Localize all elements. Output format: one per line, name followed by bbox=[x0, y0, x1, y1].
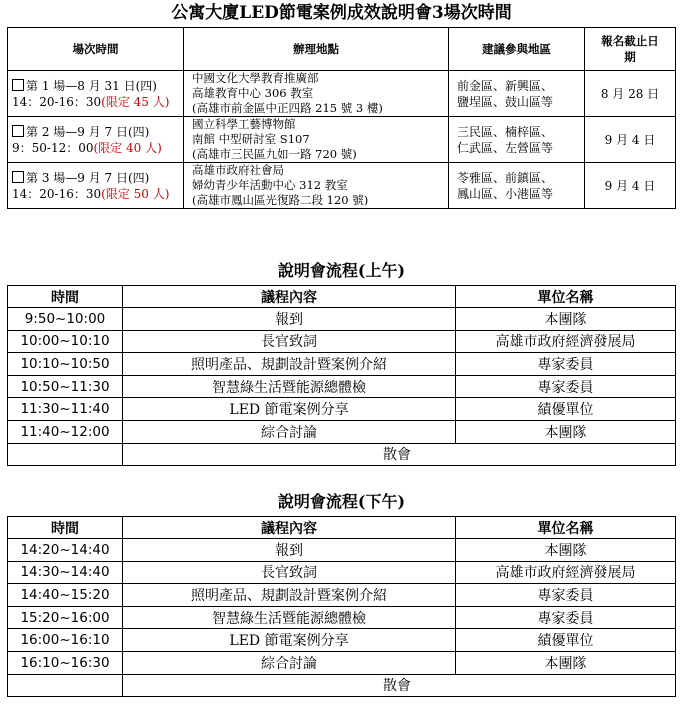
agenda-row bbox=[8, 420, 676, 443]
agenda-time: 9:50~10:00 bbox=[8, 308, 123, 331]
agenda-closing-row bbox=[8, 674, 676, 697]
agenda-row bbox=[8, 308, 676, 331]
agenda-time: 10:00~10:10 bbox=[8, 330, 123, 353]
agenda-item: 智慧綠生活暨能源總體檢 bbox=[123, 606, 456, 629]
agenda-item: 綜合討論 bbox=[123, 420, 456, 443]
session-limit: (限定 50 人) bbox=[101, 186, 170, 201]
venue-name: 高雄市政府社會局 bbox=[192, 163, 284, 177]
venue-address: (高雄市鳳山區光復路二段 120 號) bbox=[192, 193, 369, 207]
schedule-row bbox=[8, 117, 676, 163]
agenda-time bbox=[8, 674, 123, 697]
agenda-unit: 高雄市政府經濟發展局 bbox=[456, 330, 676, 353]
header-unit: 單位名稱 bbox=[456, 517, 676, 539]
agenda-item: LED 節電案例分享 bbox=[123, 398, 456, 421]
agenda-unit: 本團隊 bbox=[456, 539, 676, 562]
session-date: 第 3 場—9 月 7 日(四) bbox=[26, 170, 150, 185]
session-limit: (限定 45 人) bbox=[101, 94, 170, 109]
areas-line: 苓雅區、前鎮區、 bbox=[457, 170, 554, 185]
session-cell bbox=[8, 117, 184, 163]
agenda-time: 15:20~16:00 bbox=[8, 606, 123, 629]
venue-name: 國立科學工藝博物館 bbox=[192, 117, 296, 131]
agenda-row bbox=[8, 539, 676, 562]
agenda-unit: 績優單位 bbox=[456, 629, 676, 652]
session-limit: (限定 40 人) bbox=[93, 140, 162, 155]
agenda-time: 14:20~14:40 bbox=[8, 539, 123, 562]
page-title: 公寓大廈LED節電案例成效說明會3場次時間 bbox=[171, 3, 512, 23]
checkbox[interactable] bbox=[12, 171, 24, 183]
agenda-row bbox=[8, 561, 676, 584]
areas-line: 仁武區、左營區等 bbox=[457, 140, 554, 155]
agenda-row bbox=[8, 629, 676, 652]
session-cell bbox=[8, 71, 184, 117]
checkbox[interactable] bbox=[12, 79, 24, 91]
agenda-unit: 本團隊 bbox=[456, 651, 676, 674]
venue-room: 南館 中型研討室 S107 bbox=[192, 132, 310, 146]
agenda-header-row bbox=[8, 517, 676, 539]
agenda-item: 綜合討論 bbox=[123, 651, 456, 674]
agenda-item: 照明產品、規劃設計暨案例介紹 bbox=[123, 584, 456, 607]
deadline-cell: 9 月 4 日 bbox=[585, 117, 676, 163]
morning-agenda-table bbox=[7, 285, 676, 466]
afternoon-title: 說明會流程(下午) bbox=[277, 492, 406, 511]
venue-name: 中國文化大學教育推廣部 bbox=[192, 71, 319, 85]
agenda-row bbox=[8, 584, 676, 607]
agenda-unit: 專家委員 bbox=[456, 375, 676, 398]
agenda-closing: 散會 bbox=[123, 443, 676, 466]
venue-room: 高雄教育中心 306 教室 bbox=[192, 86, 314, 100]
schedule-header-row bbox=[8, 28, 676, 71]
agenda-row bbox=[8, 398, 676, 421]
session-cell bbox=[8, 163, 184, 209]
session-date: 第 2 場—9 月 7 日(四) bbox=[26, 124, 150, 139]
venue-cell bbox=[184, 163, 449, 209]
header-time: 時間 bbox=[8, 286, 123, 308]
agenda-item: 長官致詞 bbox=[123, 561, 456, 584]
agenda-time: 10:10~10:50 bbox=[8, 353, 123, 376]
schedule-row bbox=[8, 71, 676, 117]
agenda-time: 11:30~11:40 bbox=[8, 398, 123, 421]
areas-line: 前金區、新興區、 bbox=[457, 78, 554, 93]
areas-line: 三民區、楠梓區、 bbox=[457, 124, 554, 139]
checkbox[interactable] bbox=[12, 125, 24, 137]
agenda-time: 14:40~15:20 bbox=[8, 584, 123, 607]
agenda-time: 11:40~12:00 bbox=[8, 420, 123, 443]
agenda-unit: 專家委員 bbox=[456, 353, 676, 376]
header-content: 議程內容 bbox=[123, 286, 456, 308]
agenda-time: 10:50~11:30 bbox=[8, 375, 123, 398]
session-time: 9：50-12：00 bbox=[12, 140, 94, 155]
session-time: 14：20-16：30 bbox=[12, 186, 102, 201]
agenda-item: 照明產品、規劃設計暨案例介紹 bbox=[123, 353, 456, 376]
agenda-row bbox=[8, 606, 676, 629]
schedule-table bbox=[7, 27, 676, 209]
agenda-unit: 專家委員 bbox=[456, 606, 676, 629]
agenda-item: 長官致詞 bbox=[123, 330, 456, 353]
agenda-item: 報到 bbox=[123, 539, 456, 562]
areas-cell bbox=[449, 163, 585, 209]
agenda-unit: 高雄市政府經濟發展局 bbox=[456, 561, 676, 584]
session-date: 第 1 場—8 月 31 日(四) bbox=[26, 78, 157, 93]
agenda-time bbox=[8, 443, 123, 466]
schedule-row bbox=[8, 163, 676, 209]
header-deadline: 報名截止日期 bbox=[585, 28, 676, 71]
agenda-row bbox=[8, 651, 676, 674]
agenda-time: 16:00~16:10 bbox=[8, 629, 123, 652]
session-time: 14：20-16：30 bbox=[12, 94, 102, 109]
header-areas: 建議參與地區 bbox=[449, 28, 585, 71]
agenda-unit: 本團隊 bbox=[456, 308, 676, 331]
morning-title: 說明會流程(上午) bbox=[277, 261, 406, 280]
deadline-cell: 9 月 4 日 bbox=[585, 163, 676, 209]
deadline-cell: 8 月 28 日 bbox=[585, 71, 676, 117]
agenda-unit: 本團隊 bbox=[456, 420, 676, 443]
areas-line: 鳳山區、小港區等 bbox=[457, 186, 554, 201]
header-time: 時間 bbox=[8, 517, 123, 539]
agenda-header-row bbox=[8, 286, 676, 308]
agenda-unit: 績優單位 bbox=[456, 398, 676, 421]
venue-cell bbox=[184, 117, 449, 163]
areas-cell bbox=[449, 117, 585, 163]
areas-cell bbox=[449, 71, 585, 117]
afternoon-agenda-table bbox=[7, 516, 676, 697]
venue-room: 婦幼青少年活動中心 312 教室 bbox=[192, 178, 348, 192]
agenda-time: 14:30~14:40 bbox=[8, 561, 123, 584]
header-venue: 辦理地點 bbox=[184, 28, 449, 71]
agenda-time: 16:10~16:30 bbox=[8, 651, 123, 674]
venue-address: (高雄市前金區中正四路 215 號 3 樓) bbox=[192, 101, 383, 115]
agenda-row bbox=[8, 353, 676, 376]
agenda-closing-row bbox=[8, 443, 676, 466]
agenda-item: 報到 bbox=[123, 308, 456, 331]
agenda-closing: 散會 bbox=[123, 674, 676, 697]
areas-line: 鹽埕區、鼓山區等 bbox=[457, 94, 554, 109]
agenda-row bbox=[8, 330, 676, 353]
venue-cell bbox=[184, 71, 449, 117]
header-unit: 單位名稱 bbox=[456, 286, 676, 308]
agenda-item: LED 節電案例分享 bbox=[123, 629, 456, 652]
header-session-time: 場次時間 bbox=[8, 28, 184, 71]
venue-address: (高雄市三民區九如一路 720 號) bbox=[192, 147, 357, 161]
agenda-item: 智慧綠生活暨能源總體檢 bbox=[123, 375, 456, 398]
agenda-row bbox=[8, 375, 676, 398]
header-content: 議程內容 bbox=[123, 517, 456, 539]
agenda-unit: 專家委員 bbox=[456, 584, 676, 607]
